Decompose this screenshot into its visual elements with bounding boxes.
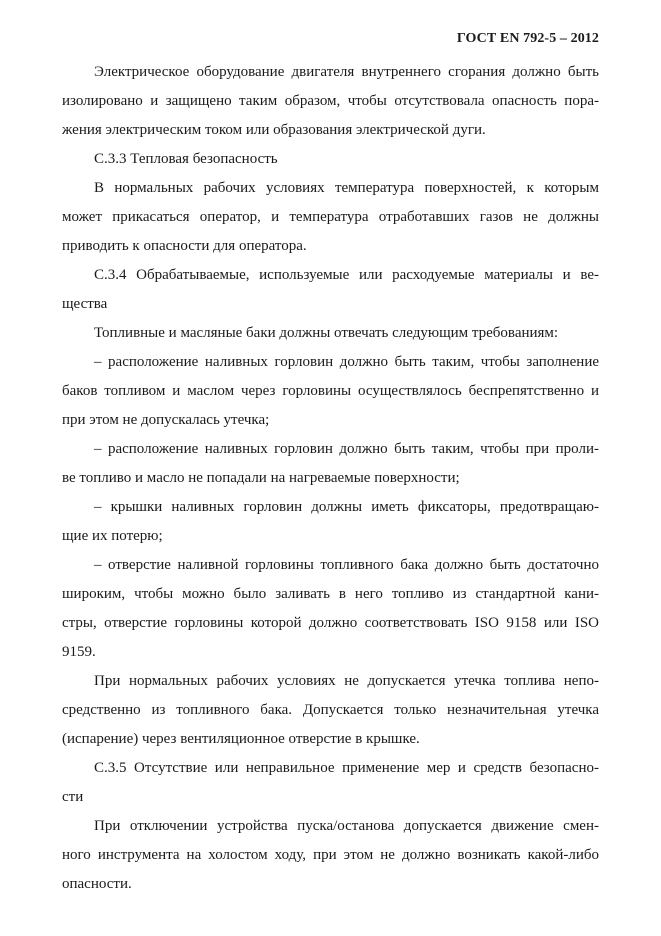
text-line: С.3.4 Обрабатываемые, используемые или расходуемые материалы и ве-: [94, 267, 599, 283]
text-line: С.3.5 Отсутствие или неправильное применение мер и средств безопасно-: [94, 760, 599, 776]
text-line: Топливные и масляные баки должны отвечать следующим требованиям:: [94, 325, 559, 341]
text-line: опасности.: [62, 876, 132, 892]
text-line: – отверстие наливной горловины топливного бака должно быть достаточно: [94, 557, 599, 573]
text-line: стры, отверстие горловины которой должно соответствовать ISO 9158 или ISO: [62, 615, 599, 631]
text-line: жения электрическим током или образования электрической дуги.: [62, 122, 486, 138]
text-line: 9159.: [62, 644, 96, 660]
document-body: [62, 58, 599, 899]
text-line: при этом не допускалась утечка;: [62, 412, 270, 428]
text-line: баков топливом и маслом через горловины осуществлялось беспрепятственно и: [62, 383, 599, 399]
text-line: В нормальных рабочих условиях температура поверхностей, к которым: [94, 180, 599, 196]
text-line: сти: [62, 789, 84, 805]
text-line: щие их потерю;: [62, 528, 163, 544]
text-line: – расположение наливных горловин должно быть таким, чтобы при проли-: [94, 441, 599, 457]
text-line: ве топливо и масло не попадали на нагреваемые поверхности;: [62, 470, 460, 486]
text-line: может прикасаться оператор, и температура отработавших газов не должны: [62, 209, 599, 225]
text-line: изолировано и защищено таким образом, чтобы отсутствовала опасность пора-: [62, 93, 599, 109]
text-line: средственно из топливного бака. Допускается только незначительная утечка: [62, 702, 599, 718]
text-line: С.3.3 Тепловая безопасность: [94, 151, 278, 167]
text-line: приводить к опасности для оператора.: [62, 238, 307, 254]
text-line: ного инструмента на холостом ходу, при этом не должно возникать какой-либо: [62, 847, 599, 863]
text-line: При отключении устройства пуска/останова допускается движение смен-: [94, 818, 599, 834]
document-header: ГОСТ EN 792-5 – 2012: [456, 31, 599, 46]
text-line: – расположение наливных горловин должно быть таким, чтобы заполнение: [94, 354, 599, 370]
text-line: Электрическое оборудование двигателя внутреннего сгорания должно быть: [94, 64, 599, 80]
text-line: При нормальных рабочих условиях не допускается утечка топлива непо-: [94, 673, 599, 689]
text-line: широким, чтобы можно было заливать в него топливо из стандартной кани-: [62, 586, 599, 602]
text-line: (испарение) через вентиляционное отверстие в крышке.: [62, 731, 420, 747]
text-line: – крышки наливных горловин должны иметь фиксаторы, предотвращаю-: [94, 499, 599, 515]
text-line: щества: [62, 296, 108, 312]
